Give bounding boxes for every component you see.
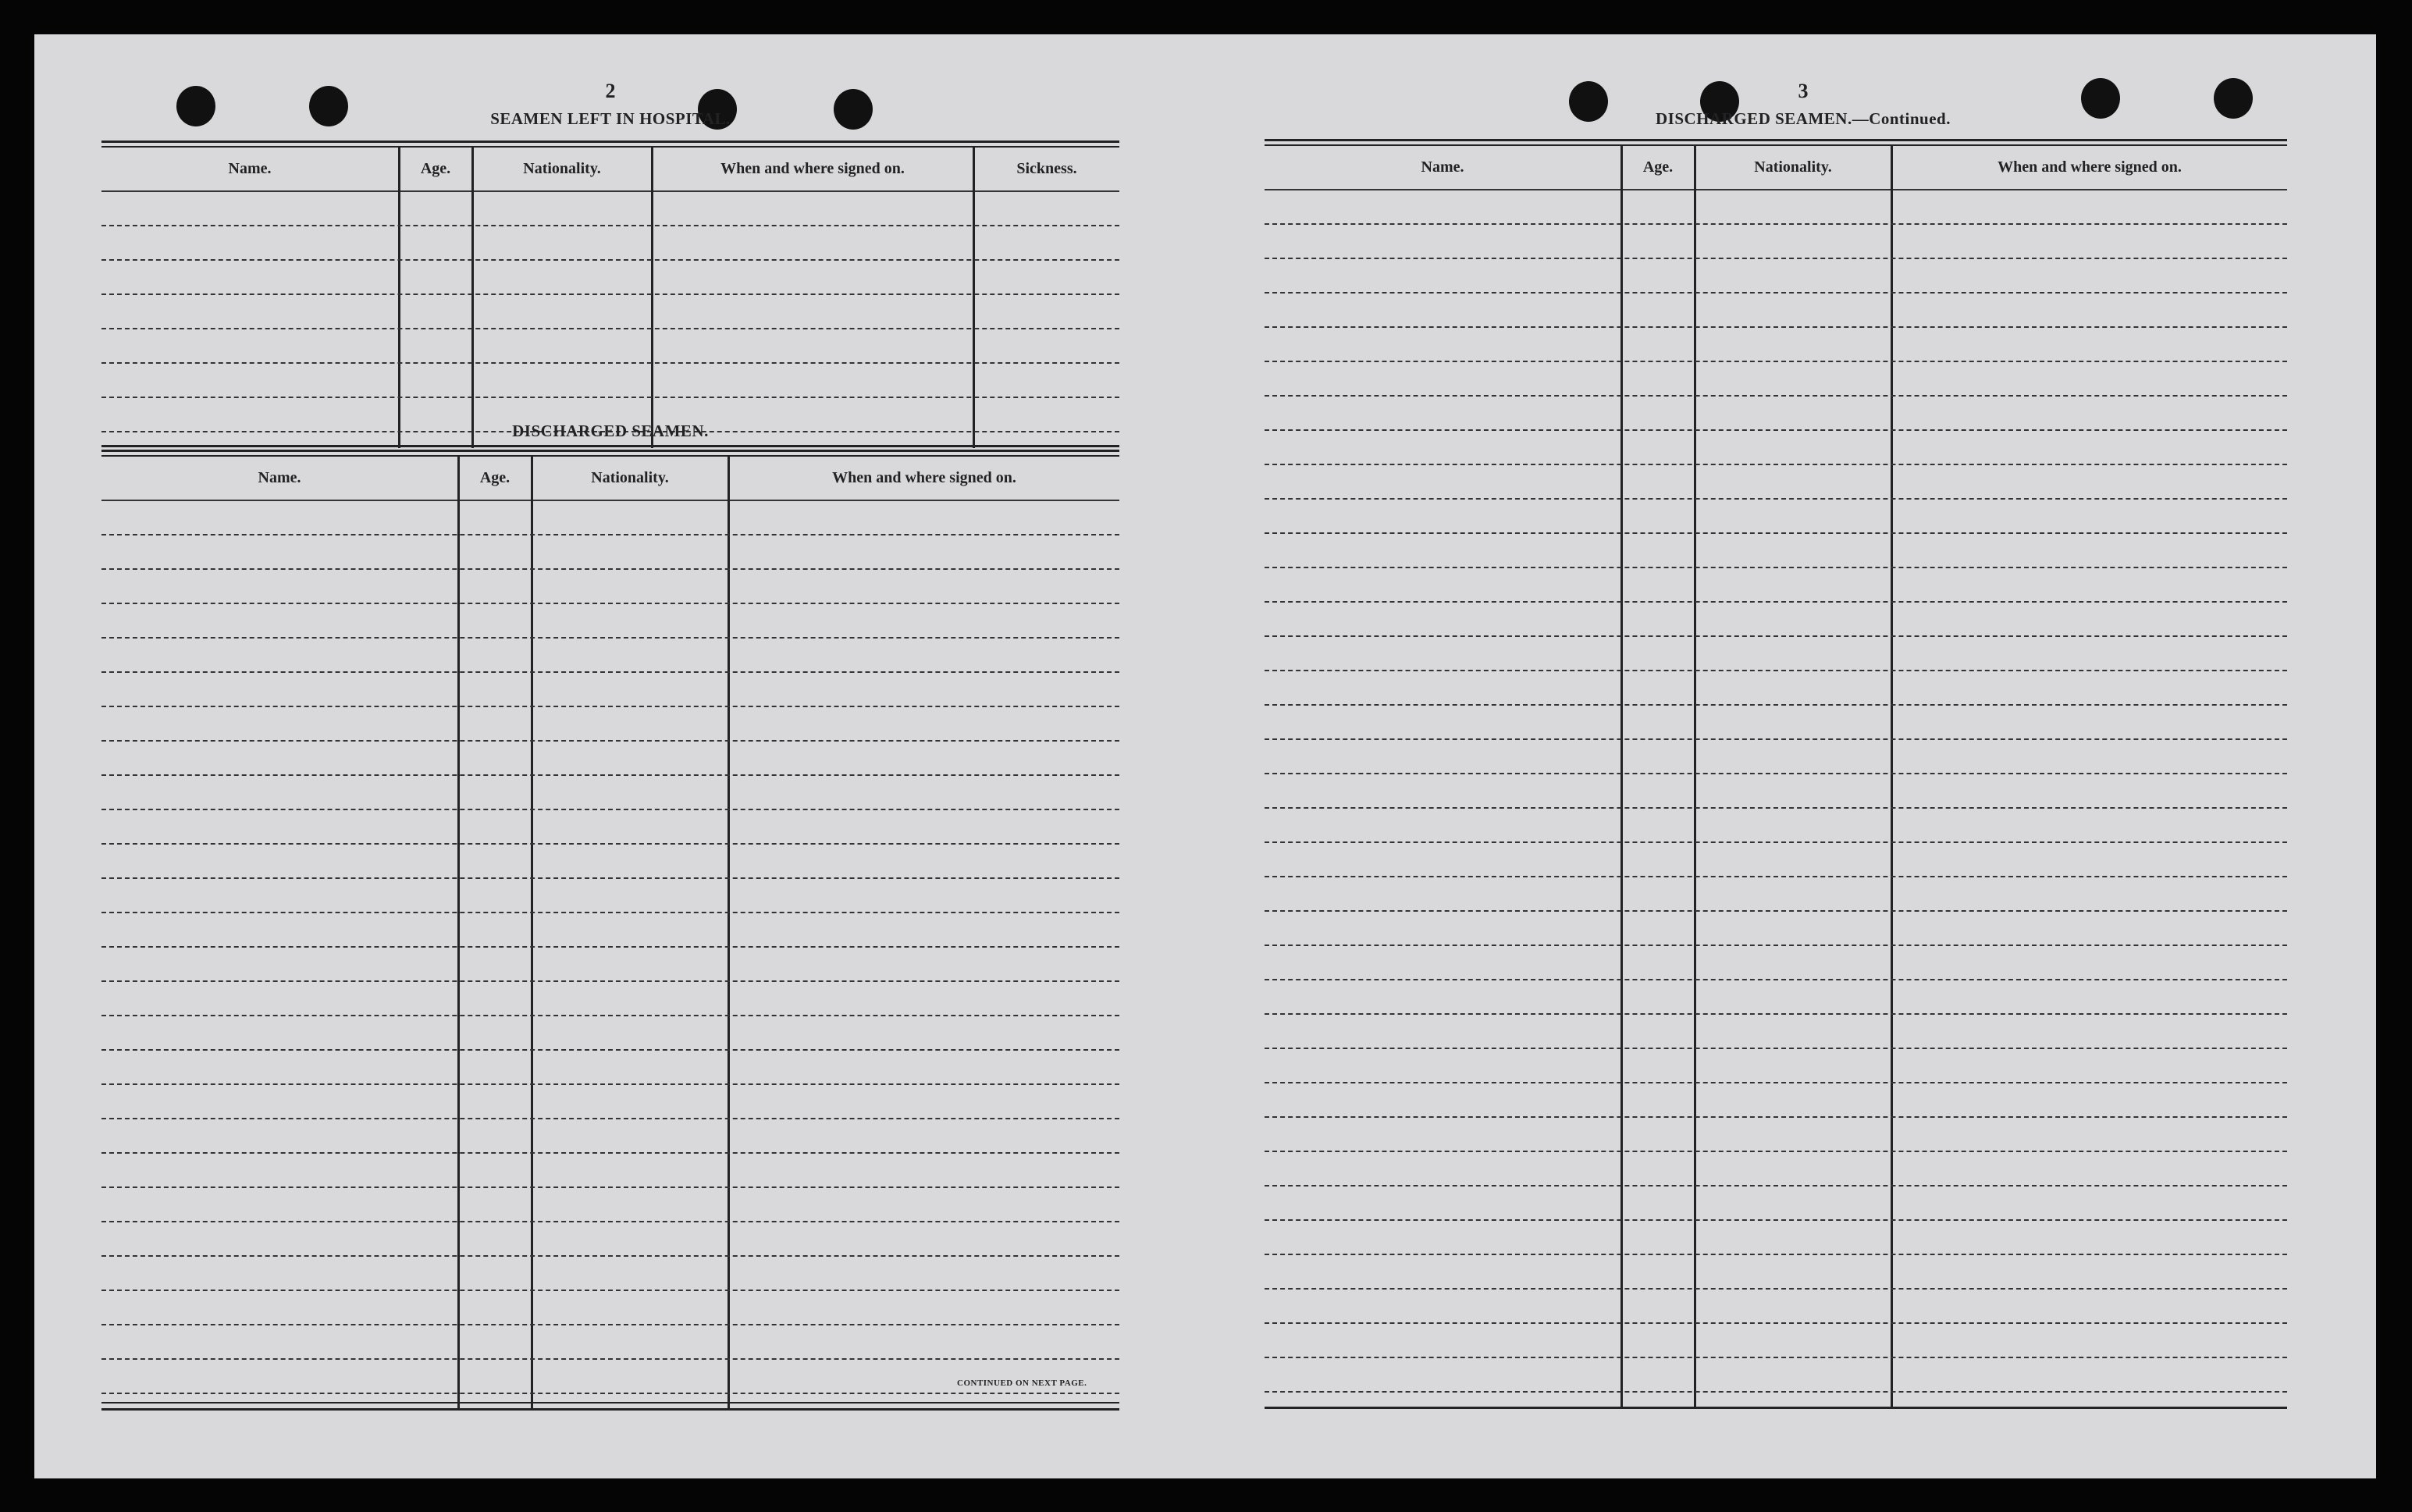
entry-line xyxy=(101,637,1119,639)
closing-rule xyxy=(101,445,1119,447)
entry-line xyxy=(101,1358,1119,1360)
entry-line xyxy=(101,294,1119,295)
entry-line xyxy=(101,534,1119,535)
document-scan xyxy=(34,34,2376,1478)
entry-line xyxy=(1265,429,2287,431)
entry-line xyxy=(101,1152,1119,1154)
column-header-signed-on: When and where signed on. xyxy=(720,160,905,177)
column-header-nationality: Nationality. xyxy=(523,160,601,177)
entry-line xyxy=(101,259,1119,261)
entry-line xyxy=(1265,498,2287,500)
entry-line xyxy=(101,1118,1119,1119)
entry-line xyxy=(1265,1116,2287,1118)
entry-line xyxy=(101,328,1119,329)
left-page xyxy=(101,34,1119,1478)
hospital-table xyxy=(101,141,1119,448)
entry-line xyxy=(101,980,1119,982)
entry-line xyxy=(101,1324,1119,1325)
page-number: 2 xyxy=(605,80,616,102)
entry-line xyxy=(101,671,1119,673)
entry-line xyxy=(101,225,1119,226)
entry-lines xyxy=(1265,139,2287,1416)
column-divider xyxy=(651,147,653,448)
entry-line xyxy=(1265,876,2287,877)
entry-line xyxy=(1265,704,2287,706)
page-number: 3 xyxy=(1798,80,1809,102)
entry-line xyxy=(1265,395,2287,397)
entry-line xyxy=(101,912,1119,913)
entry-line xyxy=(101,1290,1119,1291)
entry-line xyxy=(101,809,1119,810)
entry-line xyxy=(1265,1357,2287,1358)
entry-line xyxy=(1265,1082,2287,1083)
column-header-sickness: Sickness. xyxy=(1016,160,1077,177)
entry-line xyxy=(1265,532,2287,534)
entry-line xyxy=(101,1083,1119,1085)
column-header-signed-on: When and where signed on. xyxy=(832,469,1016,486)
entry-line xyxy=(1265,1013,2287,1015)
entry-line xyxy=(1265,841,2287,843)
column-header-age: Age. xyxy=(1642,158,1674,176)
closing-rule xyxy=(101,1408,1119,1411)
entry-line xyxy=(1265,1185,2287,1186)
column-header-nationality: Nationality. xyxy=(1754,158,1832,176)
entry-line xyxy=(1265,945,2287,946)
entry-line xyxy=(1265,1048,2287,1049)
entry-line xyxy=(101,1393,1119,1394)
column-header-age: Age. xyxy=(420,160,451,177)
entry-line xyxy=(101,362,1119,364)
entry-line xyxy=(1265,326,2287,328)
column-divider xyxy=(471,147,474,448)
entry-line xyxy=(101,1049,1119,1051)
continued-footer: CONTINUED ON NEXT PAGE. xyxy=(957,1379,1087,1388)
entry-line xyxy=(1265,223,2287,225)
entry-line xyxy=(1265,1254,2287,1255)
entry-line xyxy=(101,706,1119,707)
closing-rule xyxy=(101,1402,1119,1403)
entry-line xyxy=(1265,1219,2287,1221)
column-header-age: Age. xyxy=(479,469,511,486)
entry-lines xyxy=(101,450,1119,1422)
entry-line xyxy=(1265,670,2287,671)
entry-line xyxy=(101,877,1119,879)
entry-line xyxy=(101,1255,1119,1257)
entry-line xyxy=(101,1186,1119,1188)
entry-line xyxy=(1265,635,2287,637)
entry-line xyxy=(1265,1322,2287,1324)
entry-line xyxy=(1265,1391,2287,1393)
entry-line xyxy=(101,603,1119,604)
entry-line xyxy=(1265,979,2287,980)
discharged-continued-table xyxy=(1265,139,2287,1416)
entry-line xyxy=(101,1015,1119,1016)
column-header-name: Name. xyxy=(1421,158,1464,176)
entry-line xyxy=(1265,807,2287,809)
closing-rule xyxy=(1265,1407,2287,1409)
entry-line xyxy=(101,1221,1119,1222)
column-header-name: Name. xyxy=(258,469,301,486)
section-title-hospital: SEAMEN LEFT IN HOSPITAL. xyxy=(490,109,731,128)
column-divider xyxy=(973,147,975,448)
entry-line xyxy=(1265,1288,2287,1290)
entry-line xyxy=(101,946,1119,948)
entry-line xyxy=(101,397,1119,398)
entry-line xyxy=(101,740,1119,742)
double-rule xyxy=(101,141,1119,143)
section-title-discharged: DISCHARGED SEAMEN. xyxy=(512,422,709,440)
right-page xyxy=(1265,34,2287,1478)
entry-line xyxy=(1265,361,2287,362)
column-header-name: Name. xyxy=(228,160,272,177)
entry-line xyxy=(101,774,1119,776)
entry-line xyxy=(1265,292,2287,294)
column-divider xyxy=(398,147,400,448)
entry-line xyxy=(1265,773,2287,774)
entry-line xyxy=(1265,464,2287,465)
entry-line xyxy=(1265,1151,2287,1152)
entry-line xyxy=(1265,910,2287,912)
header-underline xyxy=(101,190,1119,192)
discharged-table xyxy=(101,450,1119,1422)
column-header-nationality: Nationality. xyxy=(591,469,669,486)
column-header-signed-on: When and where signed on. xyxy=(1998,158,2182,176)
section-title-discharged-continued: DISCHARGED SEAMEN.—Continued. xyxy=(1656,109,1951,128)
entry-line xyxy=(101,843,1119,845)
entry-line xyxy=(1265,601,2287,603)
entry-line xyxy=(101,568,1119,570)
entry-line xyxy=(1265,738,2287,740)
entry-line xyxy=(1265,258,2287,259)
entry-line xyxy=(1265,567,2287,568)
